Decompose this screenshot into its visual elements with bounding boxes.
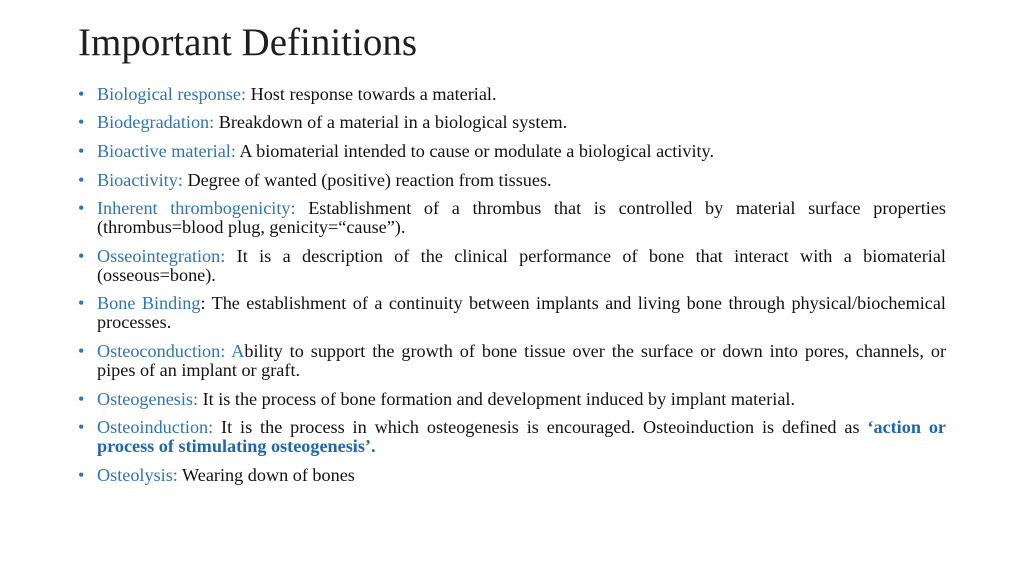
definition-item [78, 142, 946, 161]
definition-item [78, 199, 946, 237]
definition-term: Biodegradation: [97, 112, 215, 133]
bullet-icon: • [78, 245, 85, 266]
definition-term: Inherent thrombogenicity: [97, 198, 296, 219]
definition-term: Bioactive material: [97, 141, 236, 162]
definition-text: Host response towards a material. [246, 83, 497, 104]
bullet-icon: • [78, 198, 85, 219]
definition-item [78, 466, 946, 485]
bullet-icon: • [78, 112, 85, 133]
definition-text: bility to support the growth of bone tissue over the surface or down into pores, channels, or pipes of an implant or graft. [97, 341, 947, 381]
definition-term: Osteoconduction: A [97, 341, 245, 362]
definition-text: : The establishment of a continuity between implants and living bone through physical/biochemical processes. [97, 293, 946, 333]
bullet-icon: • [78, 169, 85, 190]
definition-item [78, 390, 946, 409]
definition-term: Biological response: [97, 83, 247, 104]
definition-text: Degree of wanted (positive) reaction from tissues. [182, 169, 552, 190]
slide-title: Important Definitions [78, 21, 418, 64]
definition-term: Bioactivity: [97, 169, 183, 190]
definition-item [78, 342, 946, 380]
definitions-list [78, 85, 946, 485]
definition-item [78, 247, 946, 285]
definition-emphasis: ‘action or process of stimulating osteogenesis’. [97, 417, 946, 457]
definition-item [78, 85, 946, 104]
definition-text: It is the process in which osteogenesis is encouraged. Osteoinduction is defined as [213, 417, 868, 438]
definition-text: It is the process of bone formation and development induced by implant material. [198, 388, 796, 409]
bullet-icon: • [78, 464, 85, 485]
bullet-icon: • [78, 388, 85, 409]
definition-item [78, 171, 946, 190]
definition-text: It is a description of the clinical performance of bone that interact with a biomaterial (osseous=bone). [97, 245, 946, 285]
definition-item [78, 418, 946, 456]
bullet-icon: • [78, 341, 85, 362]
bullet-icon: • [78, 293, 85, 314]
definition-item [78, 294, 946, 332]
definition-text: Establishment of a thrombus that is controlled by material surface properties (thrombus=blood plug, genicity=“cause”). [97, 198, 946, 238]
definition-term: Bone Binding [97, 293, 201, 314]
definition-text: A biomaterial intended to cause or modulate a biological activity. [235, 141, 715, 162]
definition-term: Osteolysis: [97, 464, 178, 485]
bullet-icon: • [78, 141, 85, 162]
definition-term: Osteogenesis: [97, 388, 199, 409]
definition-term: Osseointegration: [97, 245, 226, 266]
definition-item [78, 113, 946, 132]
definition-term: Osteoinduction: [97, 417, 214, 438]
definition-text: Breakdown of a material in a biological system. [214, 112, 568, 133]
bullet-icon: • [78, 417, 85, 438]
definition-text: Wearing down of bones [177, 464, 355, 485]
bullet-icon: • [78, 83, 85, 104]
